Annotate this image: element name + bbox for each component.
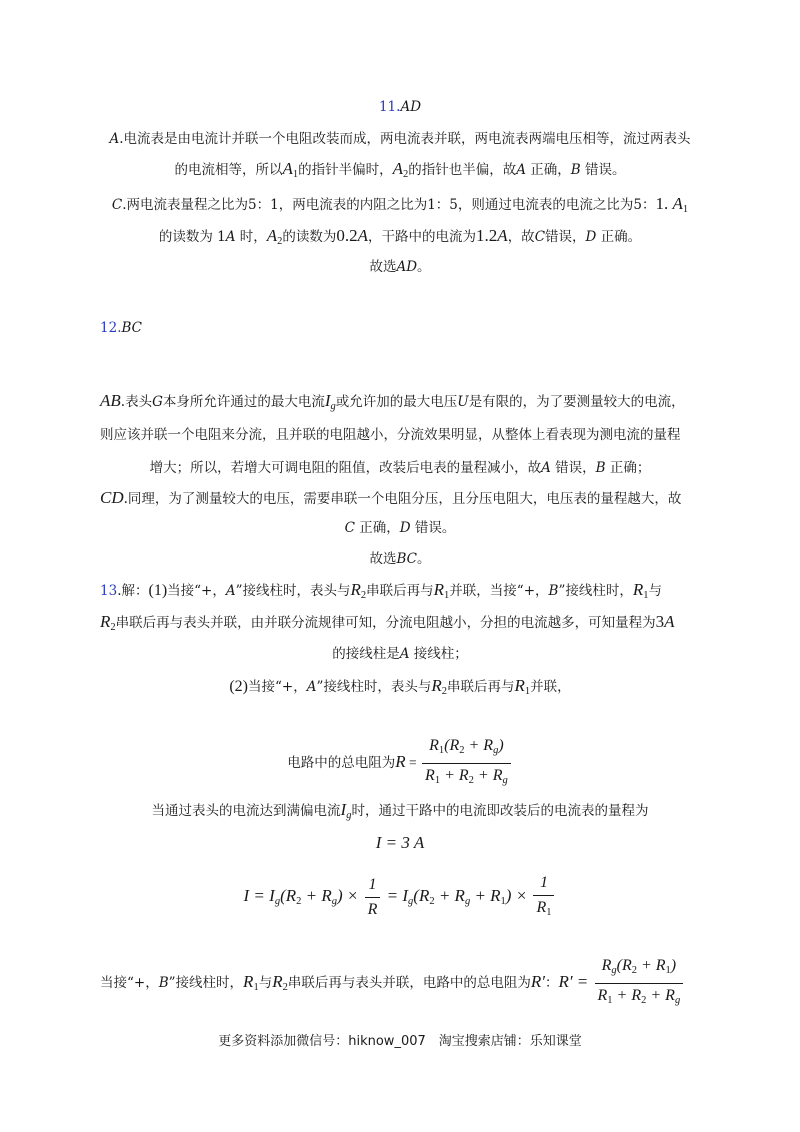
q13-total-resistance: 电路中的总电阻为R = $\frac{R_1(R_2 + Rg)}{R_1 + R_2 + Rg}$ [0, 736, 800, 791]
q11-line-3: C.两电流表量程之比为5：1，两电流表的内阻之比为1：5，则通过电流表的电流之比为5：1. $A_1$ [111, 194, 689, 215]
q11-line-2: 的电流相等，所以$A_1$的指针半偏时，$A_2$的指针也半偏，故A 正确，B 错误。 [174, 159, 626, 180]
q11-answer: AD [400, 99, 422, 115]
formula-r-prime-fraction: $\frac{Rg(R_2 + R_1)}{R_1 + R_2 + Rg}$ [595, 956, 684, 1011]
page-footer [0, 1032, 800, 1052]
q13-current-equation: $I = Ig(R_2 + Rg)$ × $\frac{1}{R}$ = $Ig(R_2 + Rg + R_1)$ × $\frac{1}{R_1}$ [0, 872, 800, 926]
q12-number: 12 [100, 320, 118, 336]
formula-r-fraction: $\frac{R_1(R_2 + Rg)}{R_1 + R_2 + Rg}$ [422, 736, 511, 791]
q11-header: 11.AD [378, 99, 422, 115]
footer-text: 更多资料添加微信号：hiknow_007 淘宝搜索店铺：乐知课堂 [218, 1034, 582, 1049]
q11-conclusion: 故选AD。 [369, 259, 431, 275]
q12-conclusion: 故选BC。 [369, 551, 431, 567]
q12-ab-line-2: 则应该并联一个电阻来分流，且并联的电阻越小，分流效果明显，从整体上看表现为测电流的量程 [100, 427, 681, 443]
q11-line-4: 的读数为 1A 时，$A_2$的读数为0.2A，干路中的电流为1.2A，故C错误，D 正确。 [158, 226, 642, 247]
q13-b-terminal-line: 当接“+，B”接线柱时，$R_1$与$R_2$串联后再与表头并联，电路中的总电阻为R′：R′ = $\frac{Rg(R_2 + R_1)}{R_1 + R_2 + Rg}$ [100, 956, 720, 1012]
q12-ab-line-3: 增大；所以，若增大可调电阻的阻值，改装后电表的量程减小，故A 错误，B 正确； [149, 460, 651, 476]
q13-number: 13 [100, 583, 118, 599]
q12-header: 12.BC [100, 320, 142, 336]
q12-ab-line-1: AB.表头G本身所允许通过的最大电流Ig或允许加的最大电压U是有限的，为了要测量较大的电流， [100, 391, 685, 412]
q13-line-3: 的接线柱是A 接线柱； [332, 646, 468, 662]
q13-line-1: 13.解：(1)当接“+，A”接线柱时，表头与$R_2$串联后再与$R_1$并联，当接“+，B”接线柱时，$R_1$与 [100, 580, 662, 601]
q13-full-scale-line: 当通过表头的电流达到满偏电流Ig时，通过干路中的电流即改装后的电流表的量程为 [151, 800, 649, 821]
q12-answer: BC [121, 320, 142, 336]
q13-line-4: (2)当接“+，A”接线柱时，表头与$R_2$串联后再与$R_1$并联， [229, 676, 571, 697]
q13-line-2: $R_2$串联后再与表头并联，由并联分流规律可知，分流电阻越小，分担的电流越多，可知量程为3A [100, 612, 675, 633]
q12-cd-line-2: C 正确，D 错误。 [344, 520, 456, 536]
q12-cd-line-1: CD.同理，为了测量较大的电压，需要串联一个电阻分压，且分压电阻大，电压表的量程越大，故 [100, 488, 682, 507]
q11-line-1: A.电流表是由电流计并联一个电阻改装而成，两电流表并联，两电流表两端电压相等，流过两表头 [109, 131, 691, 147]
q11-number: 11 [378, 99, 397, 115]
q13-eq-i: I = 3 A [375, 833, 425, 852]
